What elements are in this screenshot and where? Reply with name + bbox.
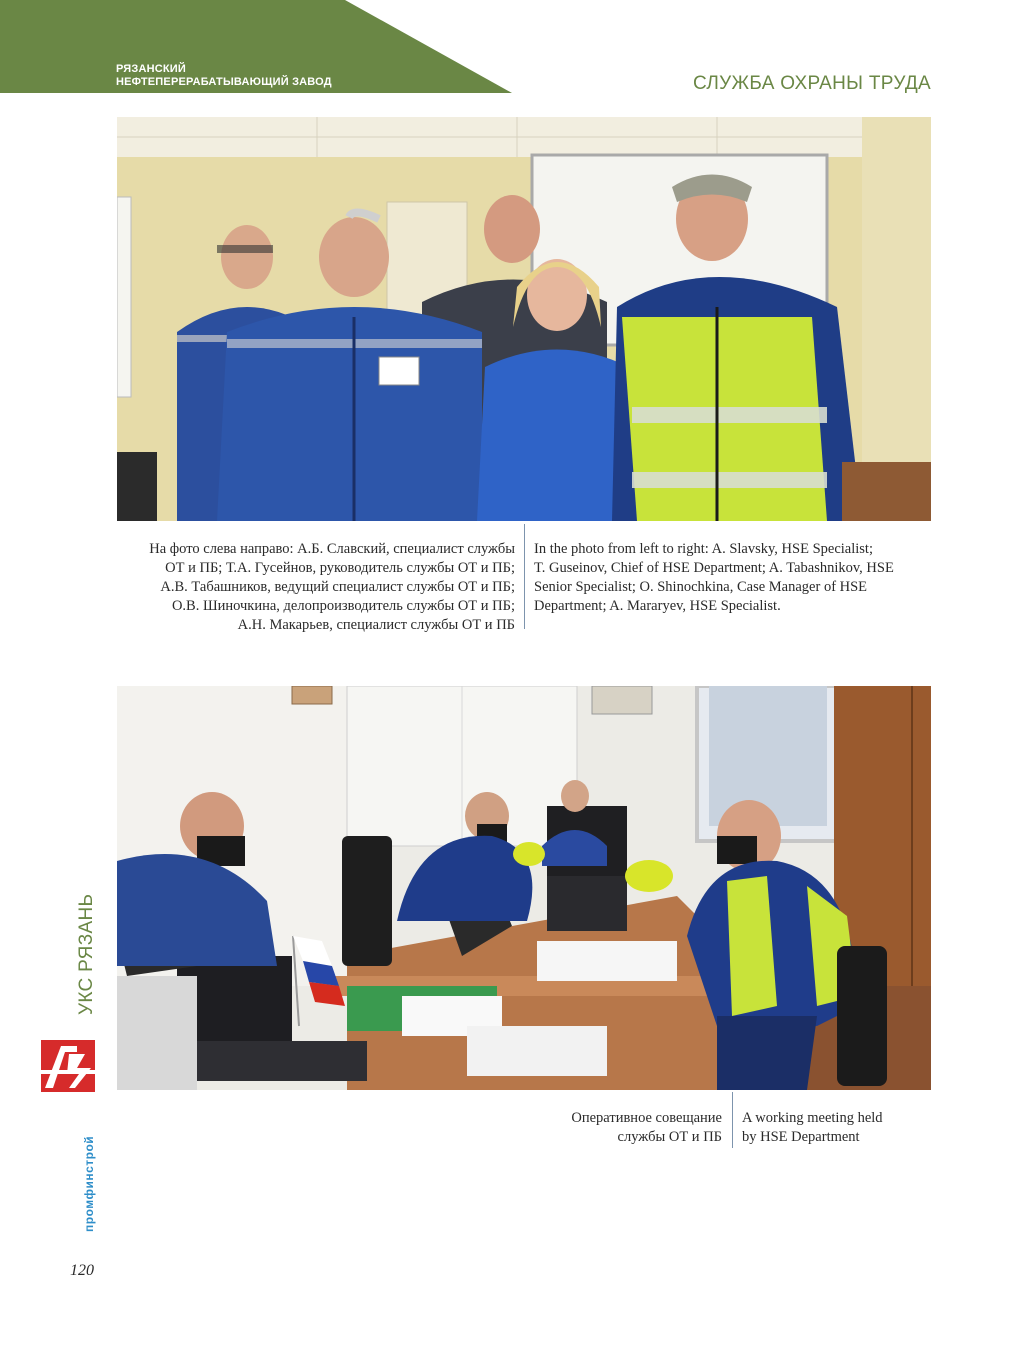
- caption-line: In the photo from left to right: A. Slavsky, HSE Specialist;: [534, 541, 873, 557]
- caption-line: T. Guseinov, Chief of HSE Department; A. Tabashnikov, HSE: [534, 560, 894, 576]
- caption-divider: [524, 524, 525, 629]
- meeting-photo-caption-en: [742, 1109, 931, 1147]
- group-photo-caption-en: [534, 540, 931, 616]
- caption-line: Оперативное совещание: [571, 1110, 722, 1126]
- group-photo-image: [117, 117, 931, 521]
- caption-line: Senior Specialist; O. Shinochkina, Case Manager of HSE: [534, 579, 868, 595]
- caption-line: ОТ и ПБ; Т.А. Гусейнов, руководитель службы ОТ и ПБ;: [165, 560, 515, 576]
- caption-line: А.Н. Макарьев, специалист службы ОТ и ПБ: [237, 617, 515, 633]
- caption-divider: [732, 1092, 733, 1148]
- group-photo-caption-ru: [117, 540, 515, 635]
- caption-line: А.В. Табашников, ведущий специалист службы ОТ и ПБ;: [160, 579, 515, 595]
- meeting-photo-caption-ru: [500, 1109, 722, 1147]
- sidebar-section-label: УКС РЯЗАНЬ: [76, 893, 97, 1015]
- company-logo-icon: [41, 1040, 95, 1092]
- company-name-line-1: РЯЗАНСКИЙ: [116, 63, 187, 75]
- caption-line: службы ОТ и ПБ: [617, 1129, 722, 1145]
- group-photo: [117, 117, 931, 521]
- caption-line: О.В. Шиночкина, делопроизводитель службы ОТ и ПБ;: [171, 598, 515, 614]
- caption-line: A working meeting held: [742, 1110, 883, 1126]
- section-title: СЛУЖБА ОХРАНЫ ТРУДА: [693, 73, 931, 94]
- company-name: [116, 63, 332, 89]
- caption-line: Department; A. Mararyev, HSE Specialist.: [534, 598, 781, 614]
- company-name-line-2: НЕФТЕПЕРЕРАБАТЫВАЮЩИЙ ЗАВОД: [116, 76, 332, 88]
- caption-line: На фото слева направо: А.Б. Славский, специалист службы: [149, 541, 515, 557]
- meeting-photo-image: [117, 686, 931, 1090]
- brand-name: промфинстрой: [82, 1135, 96, 1232]
- page-number: 120: [70, 1262, 94, 1279]
- meeting-photo: [117, 686, 931, 1090]
- caption-line: by HSE Department: [742, 1129, 860, 1145]
